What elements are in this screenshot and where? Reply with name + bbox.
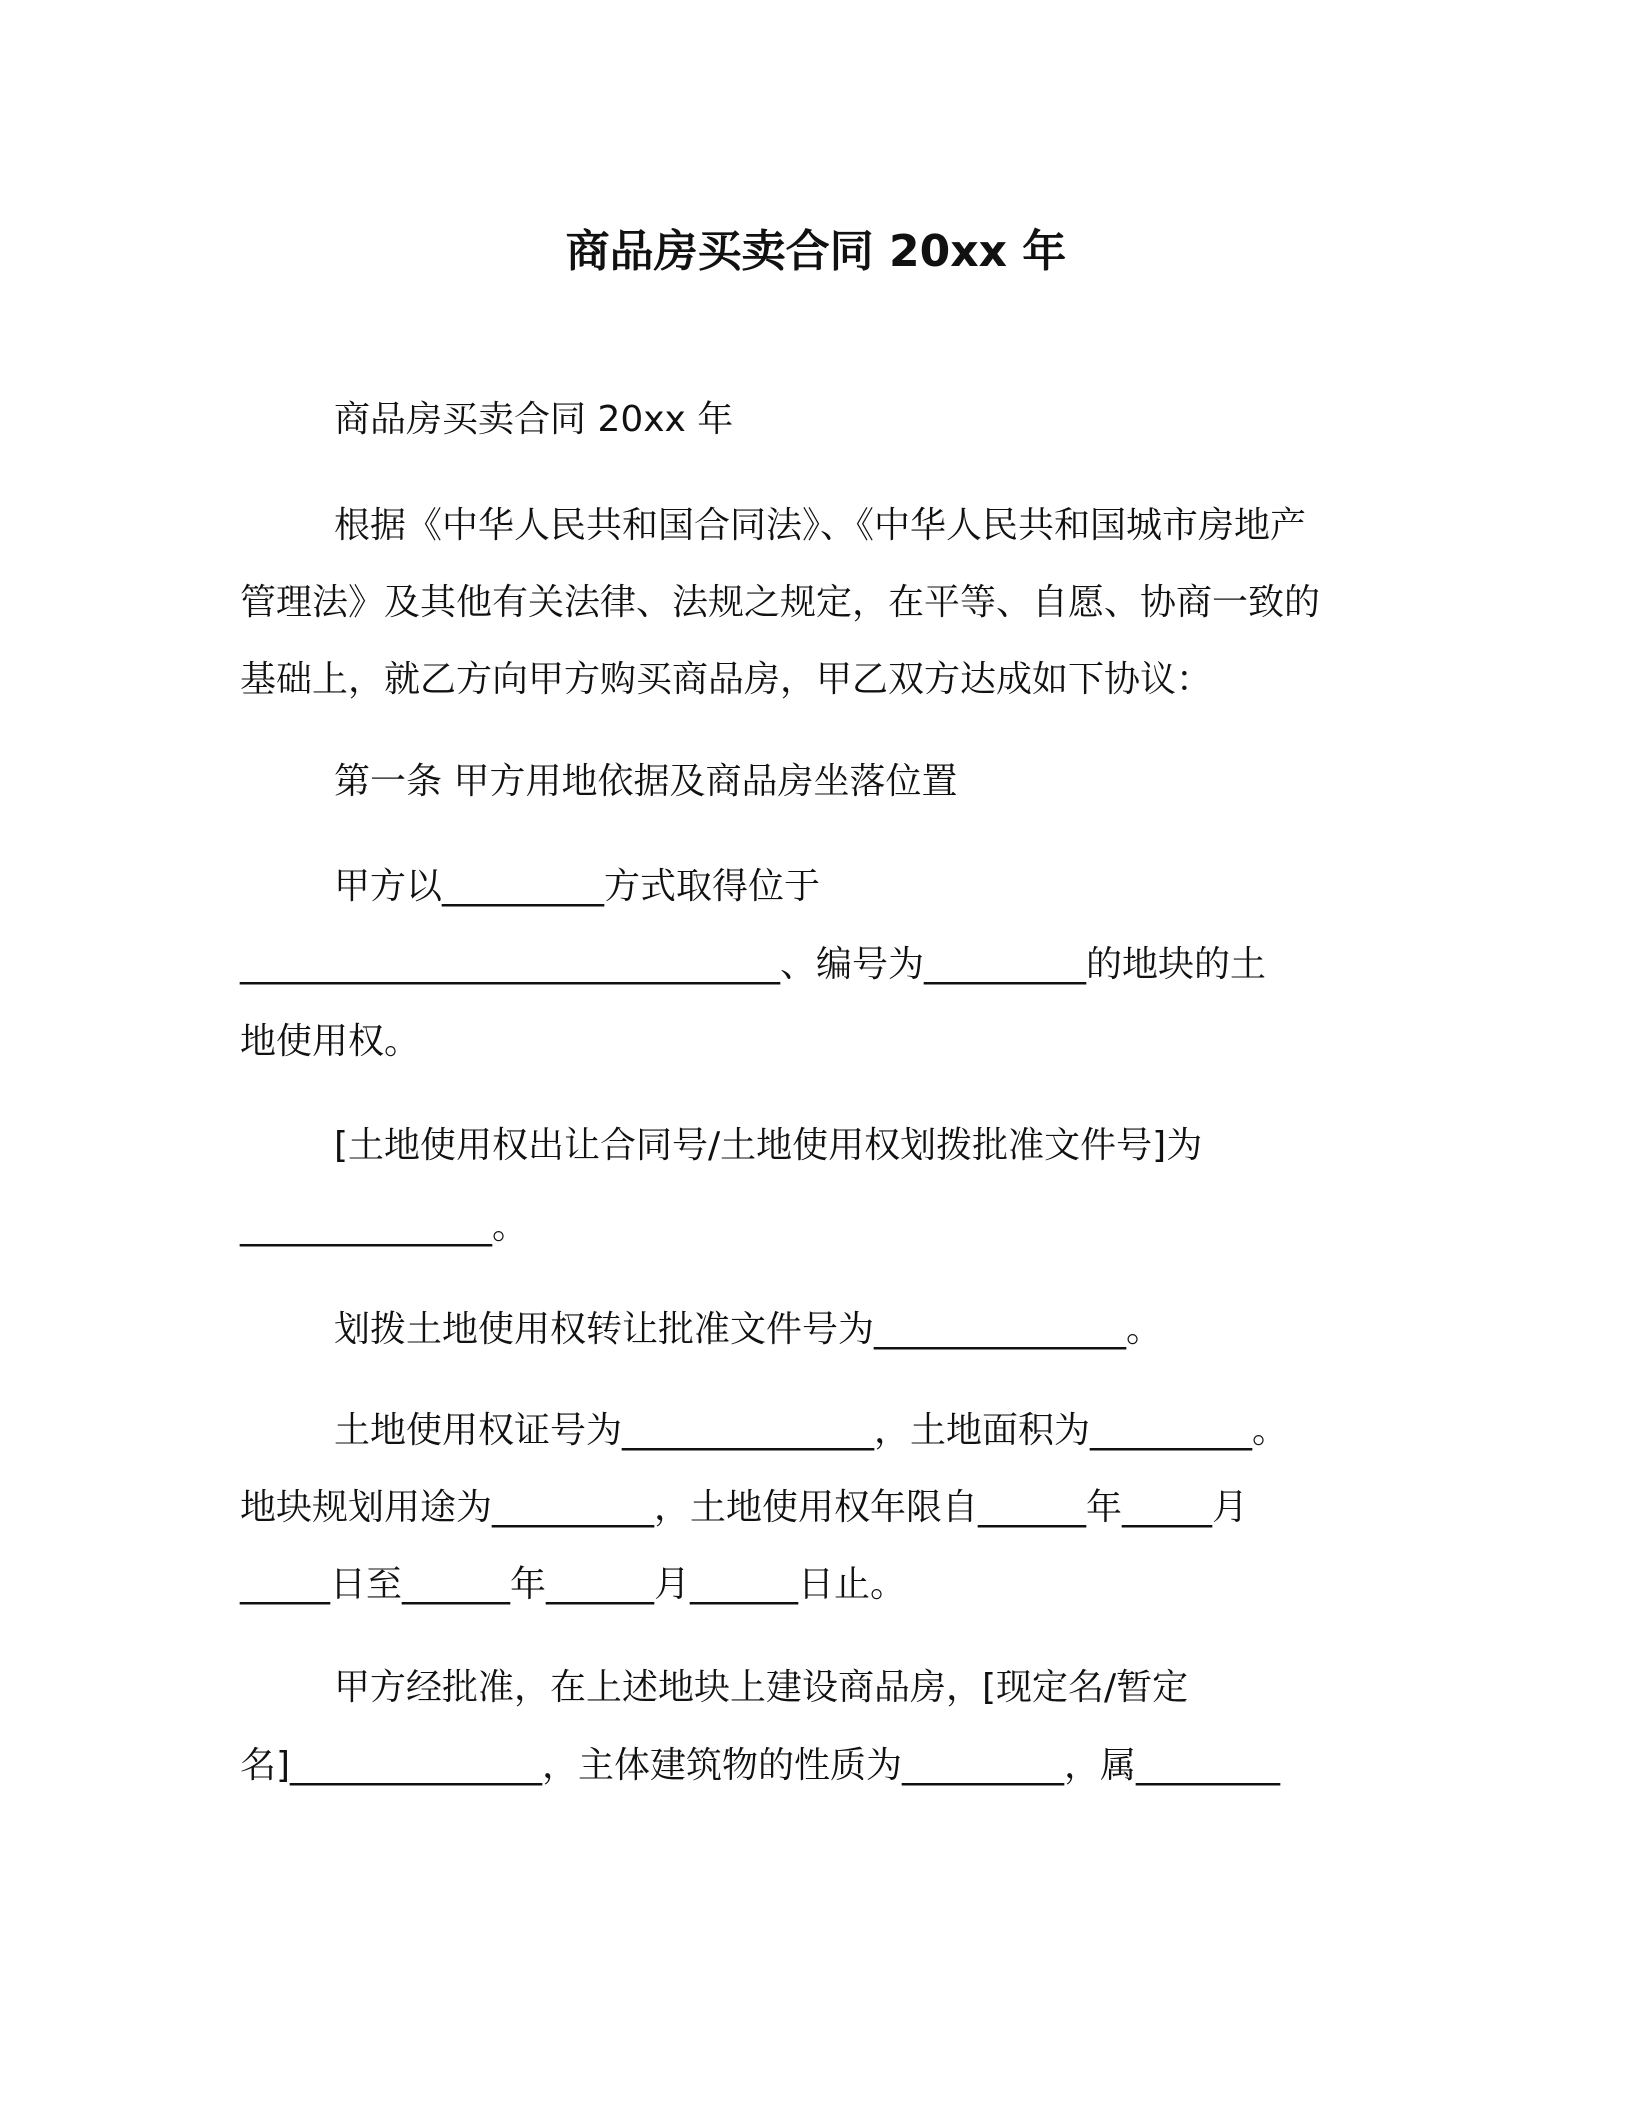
article-heading: 第一条 甲方用地依据及商品房坐落位置	[334, 761, 958, 802]
paragraph-line-2: 管理法》及其他有关法律、法规之规定，在平等、自愿、协商一致的	[240, 582, 1321, 623]
document-title: 商品房买卖合同 20xx 年	[565, 226, 1067, 277]
paragraph-line-6: ______________________________、编号为_________的地块的土	[240, 944, 1267, 985]
paragraph-line-14: 甲方经批准，在上述地块上建设商品房，[现定名/暂定	[334, 1667, 1189, 1708]
paragraph-line-15: 名]______________，主体建筑物的性质为_________，属________	[240, 1745, 1281, 1786]
paragraph-line-10: 划拨土地使用权转让批准文件号为______________。	[334, 1309, 1163, 1350]
paragraph-line-5: 甲方以_________方式取得位于	[334, 866, 821, 907]
paragraph-line-7: 地使用权。	[240, 1021, 421, 1062]
paragraph-line-11: 土地使用权证号为______________，土地面积为_________。	[334, 1410, 1289, 1451]
paragraph-line-8: [土地使用权出让合同号/土地使用权划拨批准文件号]为	[334, 1125, 1203, 1166]
paragraph-line-13: _____日至______年______月______日止。	[240, 1564, 907, 1605]
paragraph-line-1: 根据《中华人民共和国合同法》、《中华人民共和国城市房地产	[334, 505, 1307, 546]
paragraph-line-3: 基础上，就乙方向甲方购买商品房，甲乙双方达成如下协议：	[240, 659, 1213, 700]
paragraph-line-12: 地块规划用途为_________，土地使用权年限自______年_____月	[240, 1487, 1249, 1528]
paragraph-heading-line: 商品房买卖合同 20xx 年	[334, 399, 734, 440]
paragraph-line-9: ______________。	[240, 1206, 528, 1247]
